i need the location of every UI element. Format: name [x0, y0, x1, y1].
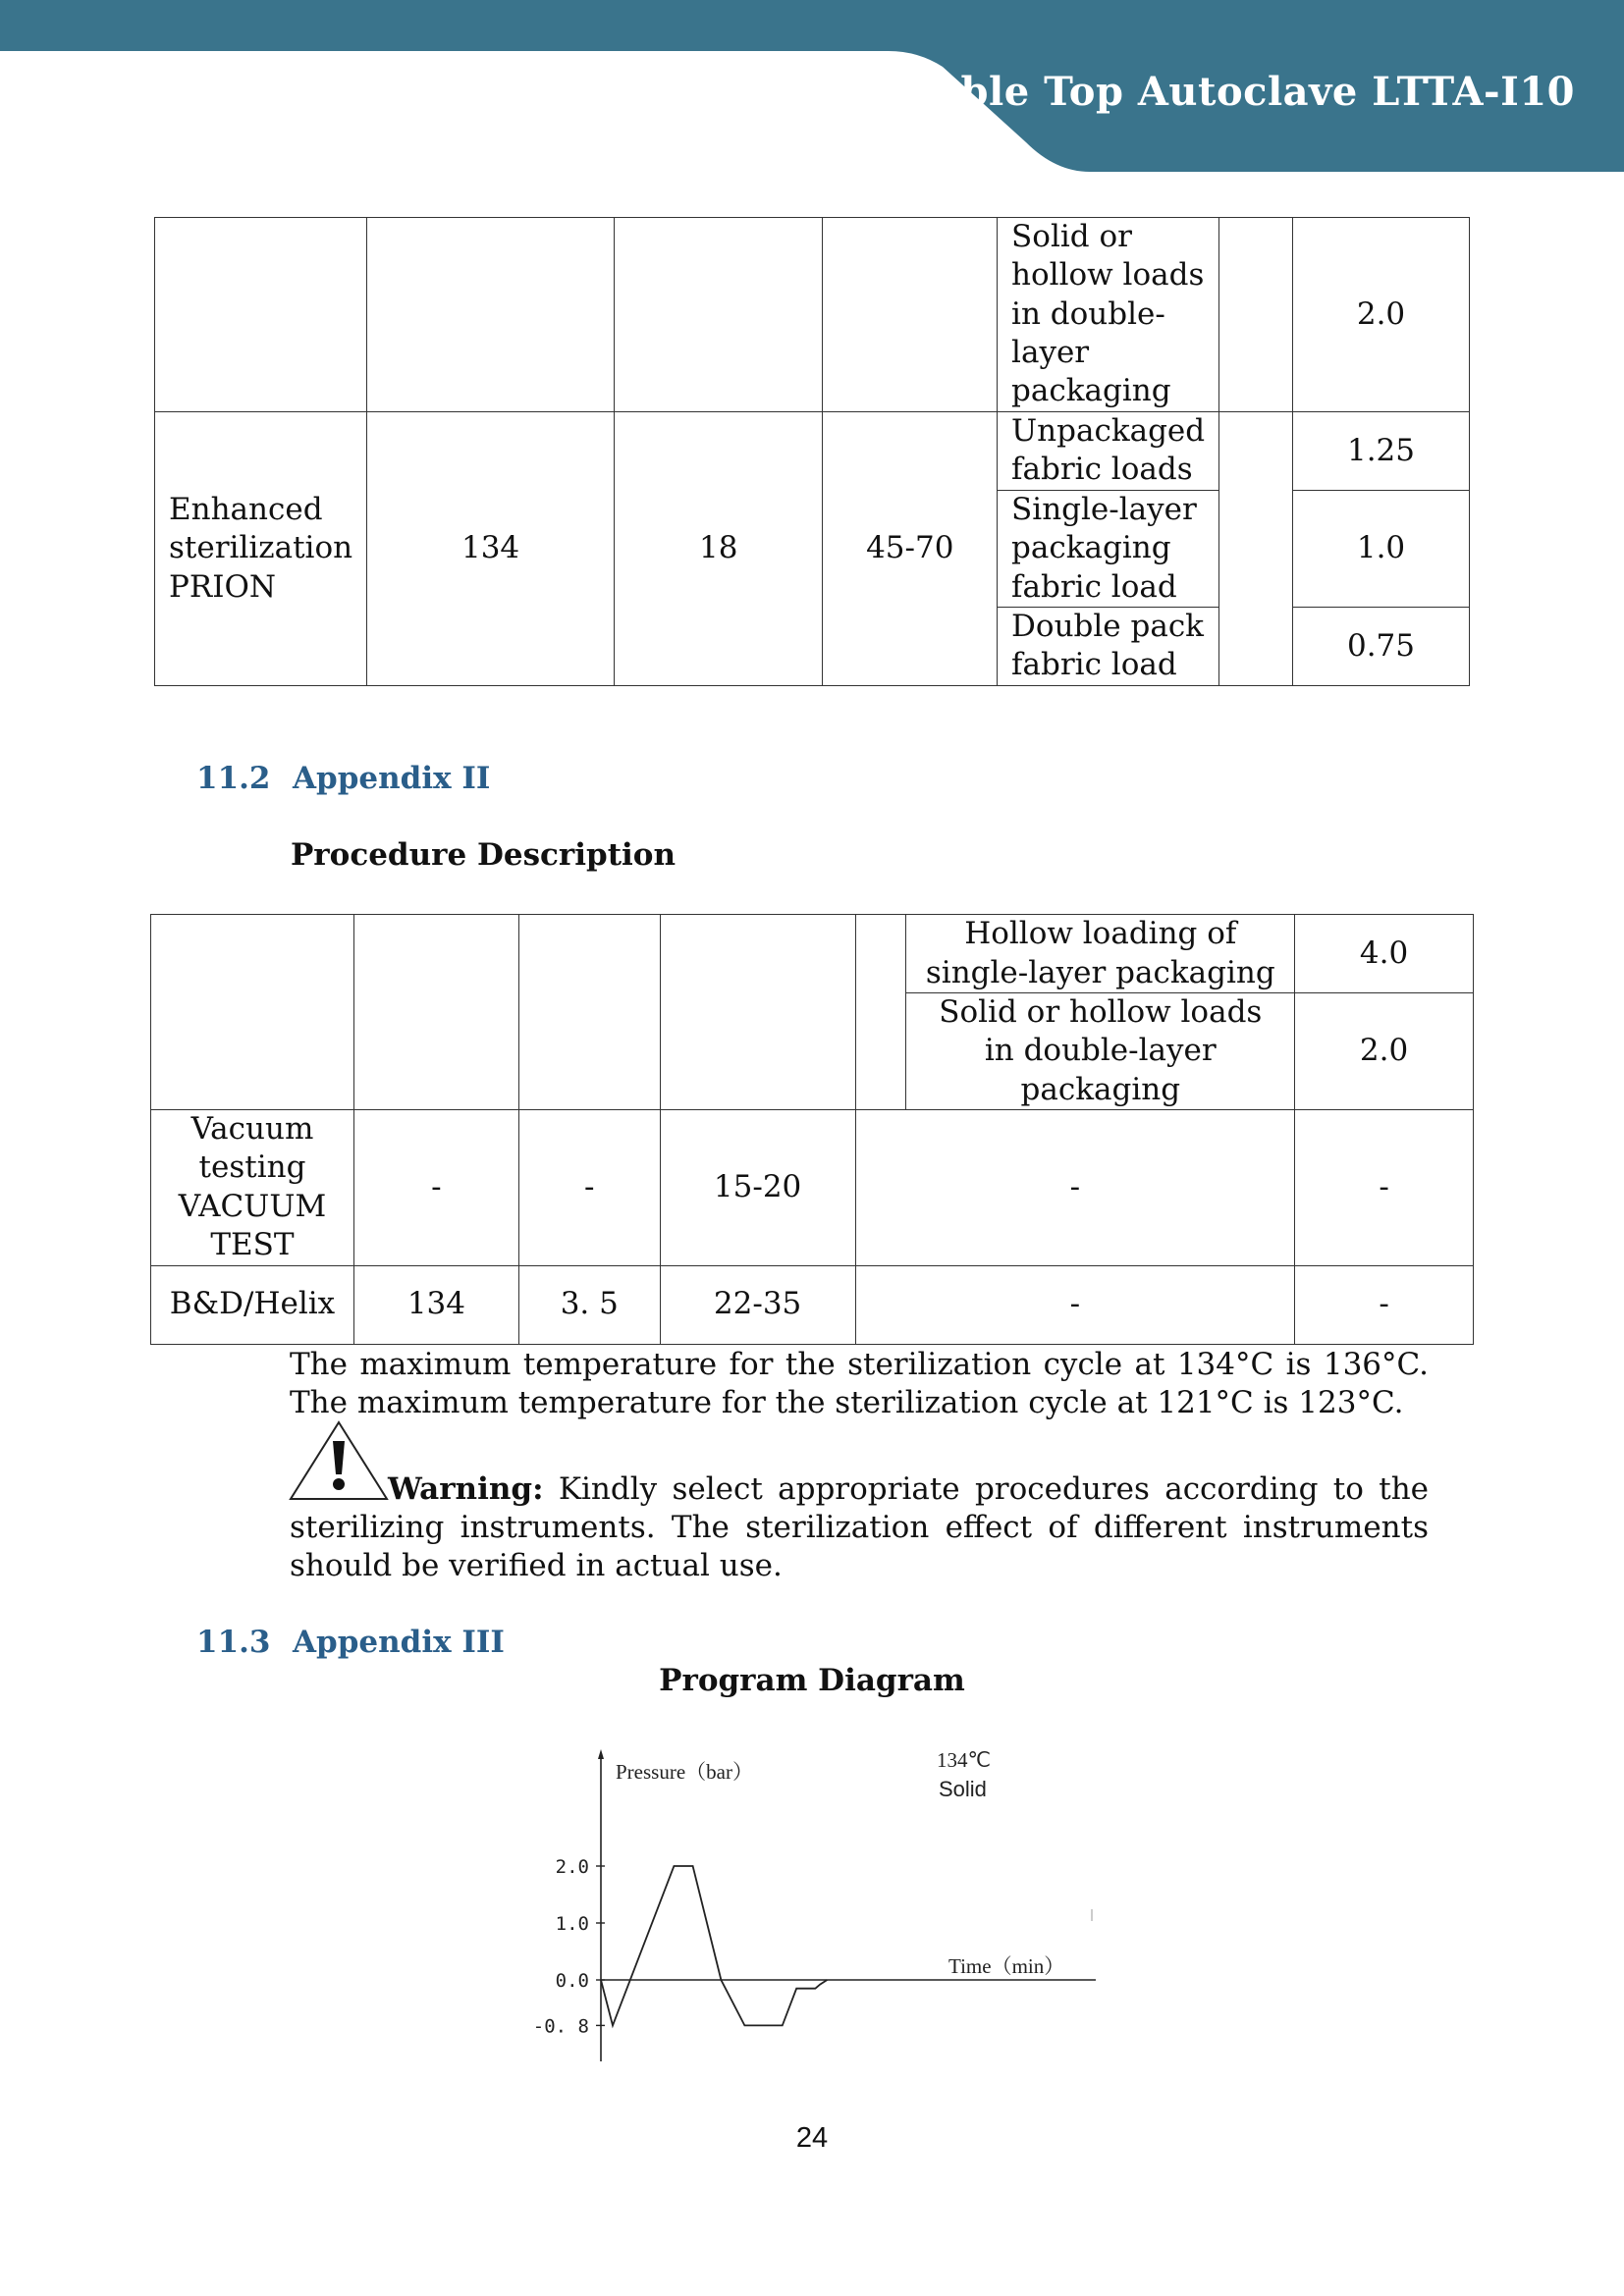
load-description-cell: Single-layer packaging fabric load [998, 490, 1219, 607]
pressure-value-cell: 2.0 [1295, 993, 1474, 1110]
table-cell [1219, 218, 1293, 412]
table-cell [855, 915, 906, 1110]
temperature-cell: 134 [367, 411, 615, 685]
table-cell [367, 218, 615, 412]
table-cell [823, 218, 998, 412]
time-cell: 18 [615, 411, 823, 685]
program-diagram-heading: Program Diagram [659, 1663, 965, 1698]
program-diagram [530, 1737, 1100, 2071]
time-cell: 3. 5 [518, 1265, 660, 1344]
load-description-cell: - [855, 1265, 1295, 1344]
table-row [151, 1265, 1474, 1344]
y-tick-label: -0. 8 [532, 2015, 589, 2038]
table-cell [151, 915, 354, 1110]
program-name-cell: Enhanced sterilization PRION [155, 411, 367, 685]
warning-label: Warning: [388, 1471, 544, 1507]
table-row [155, 411, 1470, 490]
temperature-cell: - [353, 1110, 518, 1265]
table-row [155, 218, 1470, 412]
section-heading-11-2 [196, 761, 490, 796]
document-title: Table Top Autoclave LTTA-I10 [908, 69, 1575, 115]
section-title: Appendix III [293, 1625, 505, 1660]
time-cell: - [518, 1110, 660, 1265]
table-cell [353, 915, 518, 1110]
range-cell: 22-35 [660, 1265, 855, 1344]
sterilization-programs-table [154, 217, 1470, 686]
y-axis-arrow [598, 1749, 604, 1759]
load-description-cell: Unpackaged fabric loads [998, 411, 1219, 490]
program-name-cell: Vacuum testing VACUUM TEST [151, 1110, 354, 1265]
y-axis-label: Pressure（bar） [616, 1760, 753, 1784]
load-description-cell: - [855, 1110, 1295, 1265]
warning-note [290, 1470, 1429, 1585]
pressure-value-cell: 1.25 [1293, 411, 1470, 490]
procedure-description-table [150, 914, 1474, 1345]
table-row [151, 915, 1474, 993]
table-cell [155, 218, 367, 412]
pressure-value-cell: - [1295, 1110, 1474, 1265]
procedure-description-heading: Procedure Description [291, 837, 677, 873]
x-axis-label: Time（min） [948, 1954, 1065, 1978]
load-description-cell: Solid or hollow loads in double-layer packaging [998, 218, 1219, 412]
section-number: 11.2 [196, 761, 271, 796]
page-number: 24 [795, 2122, 829, 2154]
section-heading-11-3 [196, 1625, 505, 1660]
table-row [151, 1110, 1474, 1265]
y-tick-label: 2.0 [555, 1856, 589, 1878]
load-description-cell: Hollow loading of single-layer packaging [906, 915, 1295, 993]
pressure-value-cell: - [1295, 1265, 1474, 1344]
temperature-cell: 134 [353, 1265, 518, 1344]
section-number: 11.3 [196, 1625, 271, 1660]
table-cell [660, 915, 855, 1110]
max-temperature-note: The maximum temperature for the sterilization cycle at 134°C is 136°C. The maximum temperature for the sterilization cycle at 121°C is 123°C. [290, 1347, 1429, 1420]
section-title: Appendix II [293, 761, 491, 796]
range-cell: 45-70 [823, 411, 998, 685]
pressure-value-cell: 0.75 [1293, 607, 1470, 685]
load-description-cell: Solid or hollow loads in double-layer packaging [906, 993, 1295, 1110]
pressure-value-cell: 4.0 [1295, 915, 1474, 993]
pressure-value-cell: 2.0 [1293, 218, 1470, 412]
table-cell [1219, 411, 1293, 685]
table-cell [615, 218, 823, 412]
load-description-cell: Double pack fabric load [998, 607, 1219, 685]
program-type-label: Solid [939, 1777, 987, 1801]
y-tick-label: 0.0 [555, 1970, 589, 1992]
table-cell [518, 915, 660, 1110]
y-tick-label: 1.0 [555, 1913, 589, 1935]
program-temperature-label: 134℃ [937, 1748, 992, 1772]
warning-text: Kindly select appropriate procedures according to the sterilizing instruments. The sterilization effect of different instruments should be verified in actual use. [290, 1471, 1429, 1583]
pressure-value-cell: 1.0 [1293, 490, 1470, 607]
y-tick-group [533, 1856, 605, 2037]
pressure-curve [601, 1866, 827, 2025]
program-name-cell: B&D/Helix [151, 1265, 354, 1344]
range-cell: 15-20 [660, 1110, 855, 1265]
